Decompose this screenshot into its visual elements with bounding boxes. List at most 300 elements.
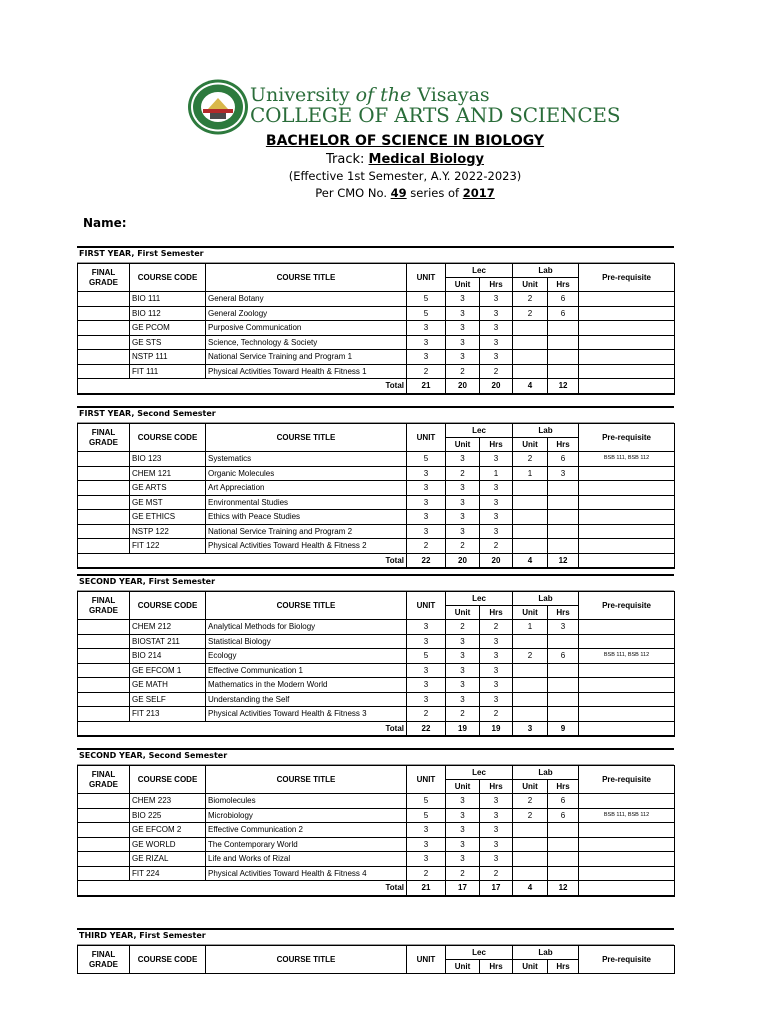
- lab-hrs: [548, 837, 579, 852]
- course-row: [78, 524, 675, 539]
- lab-unit: 1: [513, 620, 548, 635]
- prerequisite: [579, 823, 675, 838]
- lec-unit: 2: [446, 466, 480, 481]
- header-final-grade: FINAL GRADE: [78, 766, 130, 794]
- prerequisite: [579, 539, 675, 554]
- header-final-grade: FINAL GRADE: [78, 592, 130, 620]
- total-label: Total: [78, 881, 407, 896]
- course-title: Systematics: [206, 452, 407, 467]
- course-title: Ecology: [206, 649, 407, 664]
- lab-unit: [513, 481, 548, 496]
- total-label: Total: [78, 379, 407, 394]
- lec-unit: 3: [446, 306, 480, 321]
- header-lec: Lec: [446, 424, 513, 438]
- header-lab-hrs: Hrs: [548, 960, 579, 974]
- prerequisite: [579, 620, 675, 635]
- course-unit: 3: [407, 837, 446, 852]
- lab-hrs: [548, 634, 579, 649]
- course-unit: 3: [407, 350, 446, 365]
- total-lec-unit: 19: [446, 721, 480, 736]
- header-lab-unit: Unit: [513, 780, 548, 794]
- semester-title: FIRST YEAR, Second Semester: [77, 406, 674, 423]
- total-lab-hrs: 12: [548, 553, 579, 568]
- lec-unit: 2: [446, 364, 480, 379]
- lab-unit: [513, 866, 548, 881]
- prerequisite: [579, 852, 675, 867]
- prerequisite: [579, 364, 675, 379]
- lab-hrs: [548, 495, 579, 510]
- header-final-grade: FINAL GRADE: [78, 946, 130, 974]
- semester-title: THIRD YEAR, First Semester: [77, 928, 674, 945]
- lec-unit: 2: [446, 539, 480, 554]
- lec-hrs: 3: [480, 321, 513, 336]
- course-unit: 5: [407, 452, 446, 467]
- course-row: [78, 794, 675, 809]
- course-title: Mathematics in the Modern World: [206, 678, 407, 693]
- total-prereq: [579, 881, 675, 896]
- course-code: GE MATH: [130, 678, 206, 693]
- lab-hrs: [548, 823, 579, 838]
- lec-hrs: 3: [480, 634, 513, 649]
- lab-hrs: [548, 663, 579, 678]
- lab-hrs: [548, 510, 579, 525]
- final-grade-cell[interactable]: [78, 524, 130, 539]
- header-unit: UNIT: [407, 424, 446, 452]
- course-title: General Botany: [206, 292, 407, 307]
- course-unit: 3: [407, 678, 446, 693]
- final-grade-cell[interactable]: [78, 663, 130, 678]
- total-unit: 22: [407, 553, 446, 568]
- lec-hrs: 3: [480, 823, 513, 838]
- lab-hrs: [548, 524, 579, 539]
- header-lec-unit: Unit: [446, 606, 480, 620]
- course-title: Organic Molecules: [206, 466, 407, 481]
- university-seal-logo: [186, 78, 250, 136]
- lab-unit: [513, 692, 548, 707]
- total-row: [78, 379, 675, 394]
- lec-hrs: 2: [480, 364, 513, 379]
- total-lab-hrs: 12: [548, 881, 579, 896]
- lec-unit: 3: [446, 452, 480, 467]
- lec-hrs: 1: [480, 466, 513, 481]
- final-grade-cell[interactable]: [78, 837, 130, 852]
- college-name: COLLEGE OF ARTS AND SCIENCES: [250, 103, 621, 127]
- course-unit: 5: [407, 292, 446, 307]
- header-lec-unit: Unit: [446, 960, 480, 974]
- header-lab-unit: Unit: [513, 606, 548, 620]
- course-code: NSTP 122: [130, 524, 206, 539]
- header-lec: Lec: [446, 592, 513, 606]
- semester-block: [77, 748, 674, 897]
- course-code: GE EFCOM 1: [130, 663, 206, 678]
- lab-unit: [513, 510, 548, 525]
- lab-hrs: 6: [548, 452, 579, 467]
- header-lab-unit: Unit: [513, 438, 548, 452]
- course-code: BIO 214: [130, 649, 206, 664]
- course-title: General Zoology: [206, 306, 407, 321]
- prerequisite: [579, 524, 675, 539]
- final-grade-cell[interactable]: [78, 292, 130, 307]
- course-unit: 3: [407, 852, 446, 867]
- final-grade-cell[interactable]: [78, 823, 130, 838]
- course-unit: 3: [407, 510, 446, 525]
- final-grade-cell[interactable]: [78, 510, 130, 525]
- course-code: CHEM 223: [130, 794, 206, 809]
- course-code: GE PCOM: [130, 321, 206, 336]
- final-grade-cell[interactable]: [78, 678, 130, 693]
- prerequisite: BSB 111, BSB 112: [579, 452, 675, 467]
- lec-unit: 3: [446, 663, 480, 678]
- final-grade-cell[interactable]: [78, 364, 130, 379]
- lab-unit: [513, 707, 548, 722]
- lec-hrs: 3: [480, 692, 513, 707]
- lab-hrs: [548, 539, 579, 554]
- header-course-code: COURSE CODE: [130, 592, 206, 620]
- prerequisite: [579, 466, 675, 481]
- course-table: [77, 263, 675, 395]
- lec-unit: 3: [446, 823, 480, 838]
- header-lec: Lec: [446, 946, 513, 960]
- course-code: BIO 112: [130, 306, 206, 321]
- lec-hrs: 3: [480, 837, 513, 852]
- semester-block: [77, 246, 674, 395]
- lab-hrs: 6: [548, 306, 579, 321]
- course-unit: 3: [407, 481, 446, 496]
- course-table: [77, 945, 675, 974]
- header-lec-hrs: Hrs: [480, 278, 513, 292]
- total-lab-unit: 3: [513, 721, 548, 736]
- course-title: Purposive Communication: [206, 321, 407, 336]
- lab-unit: [513, 539, 548, 554]
- lec-unit: 2: [446, 707, 480, 722]
- prerequisite: [579, 335, 675, 350]
- lec-hrs: 3: [480, 808, 513, 823]
- final-grade-cell[interactable]: [78, 350, 130, 365]
- lec-hrs: 3: [480, 292, 513, 307]
- course-row: [78, 634, 675, 649]
- final-grade-cell[interactable]: [78, 692, 130, 707]
- header-course-title: COURSE TITLE: [206, 264, 407, 292]
- total-row: [78, 553, 675, 568]
- course-table: [77, 423, 675, 569]
- course-row: [78, 335, 675, 350]
- course-unit: 3: [407, 823, 446, 838]
- lec-unit: 3: [446, 524, 480, 539]
- cmo-line: Per CMO No. 49 series of 2017: [315, 186, 495, 200]
- lab-unit: [513, 350, 548, 365]
- course-row: [78, 495, 675, 510]
- total-lab-unit: 4: [513, 553, 548, 568]
- course-title: Ethics with Peace Studies: [206, 510, 407, 525]
- lab-hrs: 6: [548, 808, 579, 823]
- total-row: [78, 881, 675, 896]
- lab-unit: [513, 852, 548, 867]
- lec-hrs: 3: [480, 524, 513, 539]
- header-course-title: COURSE TITLE: [206, 766, 407, 794]
- prerequisite: [579, 707, 675, 722]
- lec-hrs: 3: [480, 794, 513, 809]
- total-label: Total: [78, 721, 407, 736]
- lec-hrs: 3: [480, 335, 513, 350]
- course-code: BIOSTAT 211: [130, 634, 206, 649]
- total-prereq: [579, 721, 675, 736]
- lec-hrs: 2: [480, 707, 513, 722]
- total-lab-hrs: 12: [548, 379, 579, 394]
- header-lec-hrs: Hrs: [480, 960, 513, 974]
- final-grade-cell[interactable]: [78, 707, 130, 722]
- lec-hrs: 2: [480, 539, 513, 554]
- lec-unit: 3: [446, 852, 480, 867]
- header-lab: Lab: [513, 766, 579, 780]
- header-lab: Lab: [513, 424, 579, 438]
- total-lab-unit: 4: [513, 379, 548, 394]
- header-prerequisite: Pre-requisite: [579, 592, 675, 620]
- semester-title: FIRST YEAR, First Semester: [77, 246, 674, 263]
- course-title: Physical Activities Toward Health & Fitness 3: [206, 707, 407, 722]
- course-row: [78, 292, 675, 307]
- semester-block: [77, 574, 674, 737]
- total-lec-unit: 17: [446, 881, 480, 896]
- course-title: Physical Activities Toward Health & Fitness 2: [206, 539, 407, 554]
- header-course-code: COURSE CODE: [130, 424, 206, 452]
- lec-unit: 2: [446, 866, 480, 881]
- course-unit: 3: [407, 524, 446, 539]
- university-name: University of the Visayas: [250, 84, 490, 106]
- course-unit: 3: [407, 466, 446, 481]
- total-lec-unit: 20: [446, 553, 480, 568]
- course-unit: 5: [407, 794, 446, 809]
- header-unit: UNIT: [407, 766, 446, 794]
- lab-unit: [513, 663, 548, 678]
- course-code: CHEM 121: [130, 466, 206, 481]
- lec-hrs: 3: [480, 510, 513, 525]
- degree-title: BACHELOR OF SCIENCE IN BIOLOGY: [265, 133, 545, 149]
- final-grade-cell[interactable]: [78, 866, 130, 881]
- header-course-code: COURSE CODE: [130, 766, 206, 794]
- header-lec-unit: Unit: [446, 278, 480, 292]
- course-code: BIO 111: [130, 292, 206, 307]
- header-lab-hrs: Hrs: [548, 780, 579, 794]
- final-grade-cell[interactable]: [78, 634, 130, 649]
- lab-hrs: [548, 852, 579, 867]
- course-title: Statistical Biology: [206, 634, 407, 649]
- lab-unit: [513, 634, 548, 649]
- lab-hrs: [548, 321, 579, 336]
- lec-unit: 3: [446, 837, 480, 852]
- final-grade-cell[interactable]: [78, 649, 130, 664]
- header-course-title: COURSE TITLE: [206, 424, 407, 452]
- course-row: [78, 678, 675, 693]
- header-lec-hrs: Hrs: [480, 606, 513, 620]
- prerequisite: [579, 837, 675, 852]
- prerequisite: [579, 794, 675, 809]
- course-unit: 3: [407, 495, 446, 510]
- prerequisite: [579, 634, 675, 649]
- course-code: GE STS: [130, 335, 206, 350]
- lec-unit: 3: [446, 692, 480, 707]
- lec-hrs: 3: [480, 350, 513, 365]
- final-grade-cell[interactable]: [78, 852, 130, 867]
- header-course-title: COURSE TITLE: [206, 946, 407, 974]
- total-unit: 21: [407, 881, 446, 896]
- total-unit: 22: [407, 721, 446, 736]
- lab-unit: [513, 495, 548, 510]
- lec-unit: 2: [446, 620, 480, 635]
- header-course-code: COURSE CODE: [130, 264, 206, 292]
- course-unit: 5: [407, 649, 446, 664]
- lab-hrs: 6: [548, 292, 579, 307]
- lab-unit: [513, 678, 548, 693]
- course-code: FIT 224: [130, 866, 206, 881]
- course-title: Art Appreciation: [206, 481, 407, 496]
- final-grade-cell[interactable]: [78, 539, 130, 554]
- course-row: [78, 707, 675, 722]
- header-lab-unit: Unit: [513, 278, 548, 292]
- course-title: National Service Training and Program 1: [206, 350, 407, 365]
- course-title: Life and Works of Rizal: [206, 852, 407, 867]
- course-unit: 5: [407, 808, 446, 823]
- course-code: GE SELF: [130, 692, 206, 707]
- lab-hrs: [548, 335, 579, 350]
- final-grade-cell[interactable]: [78, 335, 130, 350]
- semester-title: SECOND YEAR, First Semester: [77, 574, 674, 591]
- course-title: Physical Activities Toward Health & Fitness 4: [206, 866, 407, 881]
- course-row: [78, 837, 675, 852]
- semester-block: [77, 928, 674, 974]
- total-label: Total: [78, 553, 407, 568]
- final-grade-cell[interactable]: [78, 495, 130, 510]
- lec-unit: 3: [446, 495, 480, 510]
- lec-hrs: 2: [480, 866, 513, 881]
- course-row: [78, 866, 675, 881]
- lec-unit: 3: [446, 634, 480, 649]
- final-grade-cell[interactable]: [78, 321, 130, 336]
- lab-unit: 2: [513, 292, 548, 307]
- lec-unit: 3: [446, 335, 480, 350]
- lab-hrs: 6: [548, 649, 579, 664]
- total-lec-unit: 20: [446, 379, 480, 394]
- lab-hrs: [548, 481, 579, 496]
- lab-hrs: [548, 678, 579, 693]
- course-row: [78, 649, 675, 664]
- prerequisite: [579, 292, 675, 307]
- course-unit: 3: [407, 620, 446, 635]
- lec-unit: 3: [446, 350, 480, 365]
- header-prerequisite: Pre-requisite: [579, 946, 675, 974]
- course-title: Effective Communication 1: [206, 663, 407, 678]
- course-table: [77, 591, 675, 737]
- name-label: Name:: [83, 216, 127, 230]
- lab-hrs: 6: [548, 794, 579, 809]
- lab-hrs: [548, 350, 579, 365]
- course-code: GE MST: [130, 495, 206, 510]
- course-row: [78, 663, 675, 678]
- header-lec-hrs: Hrs: [480, 780, 513, 794]
- prerequisite: BSB 111, BSB 112: [579, 649, 675, 664]
- course-unit: 2: [407, 866, 446, 881]
- header-prerequisite: Pre-requisite: [579, 424, 675, 452]
- course-title: Understanding the Self: [206, 692, 407, 707]
- header-course-title: COURSE TITLE: [206, 592, 407, 620]
- course-code: GE ETHICS: [130, 510, 206, 525]
- prerequisite: [579, 510, 675, 525]
- course-row: [78, 510, 675, 525]
- final-grade-cell[interactable]: [78, 306, 130, 321]
- lec-hrs: 3: [480, 663, 513, 678]
- header-lab: Lab: [513, 592, 579, 606]
- prerequisite: [579, 866, 675, 881]
- course-row: [78, 539, 675, 554]
- header-lab-unit: Unit: [513, 960, 548, 974]
- lec-unit: 3: [446, 292, 480, 307]
- final-grade-cell[interactable]: [78, 466, 130, 481]
- effective-line: (Effective 1st Semester, A.Y. 2022-2023): [288, 169, 522, 183]
- course-code: FIT 213: [130, 707, 206, 722]
- course-title: Physical Activities Toward Health & Fitness 1: [206, 364, 407, 379]
- header-prerequisite: Pre-requisite: [579, 766, 675, 794]
- prerequisite: BSB 111, BSB 112: [579, 808, 675, 823]
- prerequisite: [579, 678, 675, 693]
- course-unit: 3: [407, 321, 446, 336]
- course-code: NSTP 111: [130, 350, 206, 365]
- semester-block: [77, 406, 674, 569]
- lab-unit: 2: [513, 794, 548, 809]
- total-prereq: [579, 379, 675, 394]
- course-unit: 3: [407, 663, 446, 678]
- header-unit: UNIT: [407, 264, 446, 292]
- header-lec-hrs: Hrs: [480, 438, 513, 452]
- lec-hrs: 3: [480, 649, 513, 664]
- course-unit: 3: [407, 335, 446, 350]
- header-final-grade: FINAL GRADE: [78, 424, 130, 452]
- total-lec-hrs: 20: [480, 379, 513, 394]
- course-title: National Service Training and Program 2: [206, 524, 407, 539]
- course-code: FIT 111: [130, 364, 206, 379]
- total-lec-hrs: 19: [480, 721, 513, 736]
- final-grade-cell[interactable]: [78, 452, 130, 467]
- lec-unit: 3: [446, 510, 480, 525]
- final-grade-cell[interactable]: [78, 620, 130, 635]
- course-code: FIT 122: [130, 539, 206, 554]
- course-row: [78, 823, 675, 838]
- lec-hrs: 3: [480, 852, 513, 867]
- final-grade-cell[interactable]: [78, 794, 130, 809]
- lec-hrs: 2: [480, 620, 513, 635]
- course-title: Analytical Methods for Biology: [206, 620, 407, 635]
- course-title: Science, Technology & Society: [206, 335, 407, 350]
- header-lab-hrs: Hrs: [548, 278, 579, 292]
- header-course-code: COURSE CODE: [130, 946, 206, 974]
- course-row: [78, 692, 675, 707]
- course-title: Biomolecules: [206, 794, 407, 809]
- lab-hrs: 3: [548, 466, 579, 481]
- course-unit: 5: [407, 306, 446, 321]
- lab-hrs: 3: [548, 620, 579, 635]
- course-title: The Contemporary World: [206, 837, 407, 852]
- course-table: [77, 765, 675, 897]
- total-prereq: [579, 553, 675, 568]
- track-line: Track: Medical Biology: [326, 152, 484, 167]
- course-code: GE EFCOM 2: [130, 823, 206, 838]
- lab-unit: [513, 524, 548, 539]
- course-title: Environmental Studies: [206, 495, 407, 510]
- header-lec: Lec: [446, 264, 513, 278]
- course-unit: 3: [407, 692, 446, 707]
- final-grade-cell[interactable]: [78, 808, 130, 823]
- course-row: [78, 452, 675, 467]
- header-lab: Lab: [513, 264, 579, 278]
- final-grade-cell[interactable]: [78, 481, 130, 496]
